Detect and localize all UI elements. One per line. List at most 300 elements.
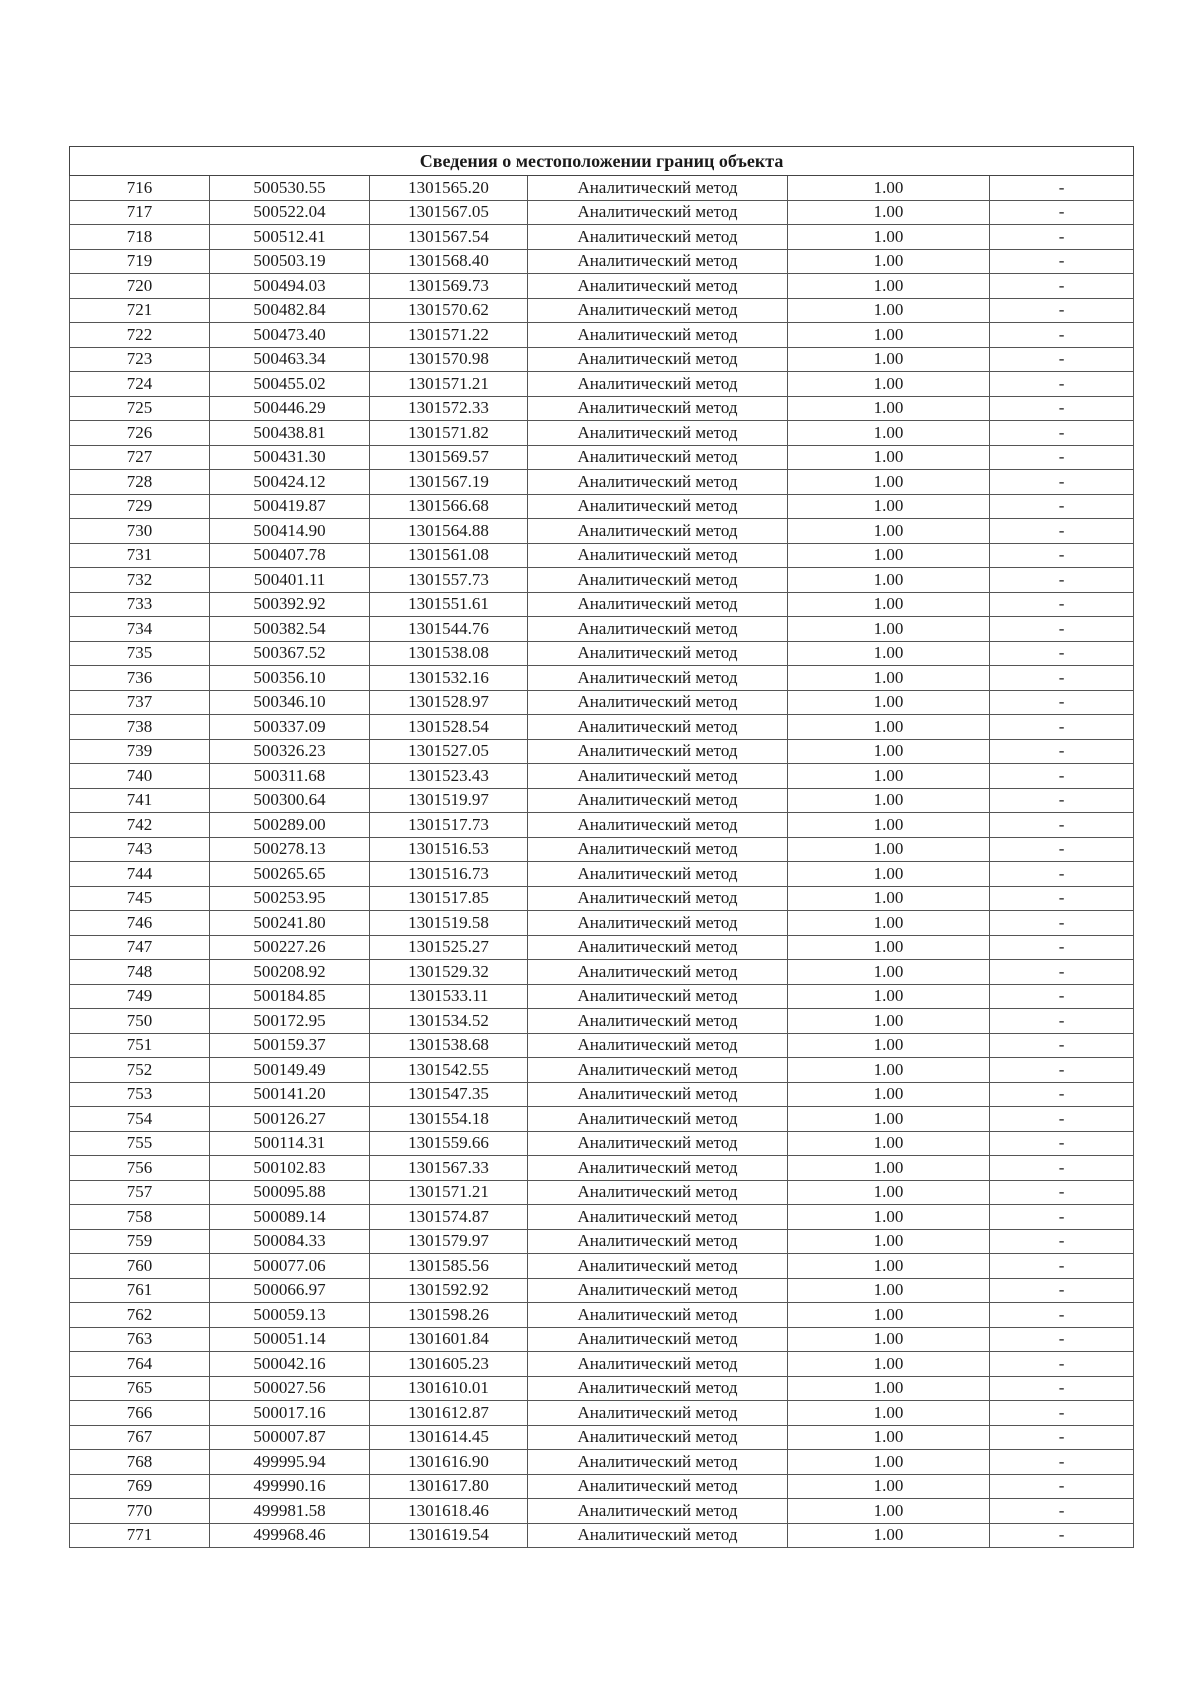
y-coordinate-cell: 1301557.73 — [370, 568, 528, 593]
method-cell: Аналитический метод — [528, 1107, 788, 1132]
x-coordinate-cell: 500300.64 — [210, 788, 370, 813]
method-cell: Аналитический метод — [528, 1254, 788, 1279]
description-cell: - — [990, 347, 1134, 372]
point-number-cell: 751 — [70, 1033, 210, 1058]
point-number-cell: 738 — [70, 715, 210, 740]
table-row — [70, 617, 1134, 642]
y-coordinate-cell: 1301538.08 — [370, 641, 528, 666]
table-row — [70, 1156, 1134, 1181]
description-cell: - — [990, 1180, 1134, 1205]
point-number-cell: 733 — [70, 592, 210, 617]
table-row — [70, 1352, 1134, 1377]
y-coordinate-cell: 1301574.87 — [370, 1205, 528, 1230]
y-coordinate-cell: 1301616.90 — [370, 1450, 528, 1475]
accuracy-cell: 1.00 — [788, 1474, 990, 1499]
x-coordinate-cell: 500208.92 — [210, 960, 370, 985]
x-coordinate-cell: 500392.92 — [210, 592, 370, 617]
accuracy-cell: 1.00 — [788, 886, 990, 911]
method-cell: Аналитический метод — [528, 935, 788, 960]
y-coordinate-cell: 1301592.92 — [370, 1278, 528, 1303]
accuracy-cell: 1.00 — [788, 445, 990, 470]
method-cell: Аналитический метод — [528, 862, 788, 887]
method-cell: Аналитический метод — [528, 886, 788, 911]
accuracy-cell: 1.00 — [788, 715, 990, 740]
x-coordinate-cell: 500089.14 — [210, 1205, 370, 1230]
accuracy-cell: 1.00 — [788, 788, 990, 813]
method-cell: Аналитический метод — [528, 1009, 788, 1034]
table-row — [70, 911, 1134, 936]
method-cell: Аналитический метод — [528, 1303, 788, 1328]
y-coordinate-cell: 1301533.11 — [370, 984, 528, 1009]
point-number-cell: 752 — [70, 1058, 210, 1083]
table-row — [70, 641, 1134, 666]
accuracy-cell: 1.00 — [788, 617, 990, 642]
accuracy-cell: 1.00 — [788, 176, 990, 201]
y-coordinate-cell: 1301617.80 — [370, 1474, 528, 1499]
x-coordinate-cell: 500027.56 — [210, 1376, 370, 1401]
description-cell: - — [990, 1156, 1134, 1181]
x-coordinate-cell: 500522.04 — [210, 200, 370, 225]
description-cell: - — [990, 1474, 1134, 1499]
table-row — [70, 1474, 1134, 1499]
method-cell: Аналитический метод — [528, 1180, 788, 1205]
point-number-cell: 734 — [70, 617, 210, 642]
x-coordinate-cell: 500159.37 — [210, 1033, 370, 1058]
table-title: Сведения о местоположении границ объекта — [70, 147, 1134, 176]
method-cell: Аналитический метод — [528, 421, 788, 446]
description-cell: - — [990, 1254, 1134, 1279]
accuracy-cell: 1.00 — [788, 935, 990, 960]
y-coordinate-cell: 1301534.52 — [370, 1009, 528, 1034]
x-coordinate-cell: 500367.52 — [210, 641, 370, 666]
point-number-cell: 750 — [70, 1009, 210, 1034]
table-row — [70, 470, 1134, 495]
x-coordinate-cell: 500114.31 — [210, 1131, 370, 1156]
accuracy-cell: 1.00 — [788, 1131, 990, 1156]
y-coordinate-cell: 1301601.84 — [370, 1327, 528, 1352]
y-coordinate-cell: 1301567.05 — [370, 200, 528, 225]
x-coordinate-cell: 500438.81 — [210, 421, 370, 446]
point-number-cell: 742 — [70, 813, 210, 838]
y-coordinate-cell: 1301554.18 — [370, 1107, 528, 1132]
x-coordinate-cell: 500084.33 — [210, 1229, 370, 1254]
point-number-cell: 725 — [70, 396, 210, 421]
method-cell: Аналитический метод — [528, 617, 788, 642]
x-coordinate-cell: 500241.80 — [210, 911, 370, 936]
y-coordinate-cell: 1301528.97 — [370, 690, 528, 715]
point-number-cell: 756 — [70, 1156, 210, 1181]
x-coordinate-cell: 500455.02 — [210, 372, 370, 397]
y-coordinate-cell: 1301547.35 — [370, 1082, 528, 1107]
table-row — [70, 396, 1134, 421]
table-row — [70, 274, 1134, 299]
accuracy-cell: 1.00 — [788, 690, 990, 715]
description-cell: - — [990, 862, 1134, 887]
point-number-cell: 723 — [70, 347, 210, 372]
method-cell: Аналитический метод — [528, 200, 788, 225]
accuracy-cell: 1.00 — [788, 372, 990, 397]
accuracy-cell: 1.00 — [788, 1254, 990, 1279]
y-coordinate-cell: 1301516.73 — [370, 862, 528, 887]
description-cell: - — [990, 470, 1134, 495]
description-cell: - — [990, 1033, 1134, 1058]
accuracy-cell: 1.00 — [788, 666, 990, 691]
description-cell: - — [990, 274, 1134, 299]
method-cell: Аналитический метод — [528, 1205, 788, 1230]
description-cell: - — [990, 813, 1134, 838]
x-coordinate-cell: 500007.87 — [210, 1425, 370, 1450]
method-cell: Аналитический метод — [528, 176, 788, 201]
accuracy-cell: 1.00 — [788, 1156, 990, 1181]
accuracy-cell: 1.00 — [788, 1499, 990, 1524]
table-row — [70, 494, 1134, 519]
point-number-cell: 745 — [70, 886, 210, 911]
table-row — [70, 960, 1134, 985]
y-coordinate-cell: 1301529.32 — [370, 960, 528, 985]
table-row — [70, 886, 1134, 911]
y-coordinate-cell: 1301598.26 — [370, 1303, 528, 1328]
accuracy-cell: 1.00 — [788, 911, 990, 936]
description-cell: - — [990, 543, 1134, 568]
table-row — [70, 788, 1134, 813]
x-coordinate-cell: 500326.23 — [210, 739, 370, 764]
accuracy-cell: 1.00 — [788, 813, 990, 838]
x-coordinate-cell: 500095.88 — [210, 1180, 370, 1205]
table-row — [70, 347, 1134, 372]
method-cell: Аналитический метод — [528, 347, 788, 372]
table-row — [70, 1401, 1134, 1426]
table-row — [70, 1303, 1134, 1328]
method-cell: Аналитический метод — [528, 1474, 788, 1499]
x-coordinate-cell: 500265.65 — [210, 862, 370, 887]
description-cell: - — [990, 1523, 1134, 1548]
method-cell: Аналитический метод — [528, 911, 788, 936]
point-number-cell: 740 — [70, 764, 210, 789]
method-cell: Аналитический метод — [528, 1278, 788, 1303]
table-row — [70, 813, 1134, 838]
point-number-cell: 737 — [70, 690, 210, 715]
description-cell: - — [990, 1352, 1134, 1377]
accuracy-cell: 1.00 — [788, 1278, 990, 1303]
x-coordinate-cell: 500512.41 — [210, 225, 370, 250]
accuracy-cell: 1.00 — [788, 568, 990, 593]
x-coordinate-cell: 500482.84 — [210, 298, 370, 323]
point-number-cell: 730 — [70, 519, 210, 544]
method-cell: Аналитический метод — [528, 1058, 788, 1083]
y-coordinate-cell: 1301605.23 — [370, 1352, 528, 1377]
description-cell: - — [990, 1499, 1134, 1524]
method-cell: Аналитический метод — [528, 1352, 788, 1377]
point-number-cell: 720 — [70, 274, 210, 299]
y-coordinate-cell: 1301564.88 — [370, 519, 528, 544]
point-number-cell: 736 — [70, 666, 210, 691]
x-coordinate-cell: 499995.94 — [210, 1450, 370, 1475]
method-cell: Аналитический метод — [528, 690, 788, 715]
x-coordinate-cell: 500017.16 — [210, 1401, 370, 1426]
description-cell: - — [990, 935, 1134, 960]
method-cell: Аналитический метод — [528, 470, 788, 495]
x-coordinate-cell: 499990.16 — [210, 1474, 370, 1499]
description-cell: - — [990, 1229, 1134, 1254]
table-row — [70, 298, 1134, 323]
point-number-cell: 769 — [70, 1474, 210, 1499]
y-coordinate-cell: 1301559.66 — [370, 1131, 528, 1156]
y-coordinate-cell: 1301561.08 — [370, 543, 528, 568]
y-coordinate-cell: 1301568.40 — [370, 249, 528, 274]
method-cell: Аналитический метод — [528, 666, 788, 691]
x-coordinate-cell: 500172.95 — [210, 1009, 370, 1034]
x-coordinate-cell: 500346.10 — [210, 690, 370, 715]
description-cell: - — [990, 592, 1134, 617]
table-row — [70, 1131, 1134, 1156]
accuracy-cell: 1.00 — [788, 739, 990, 764]
table-row — [70, 176, 1134, 201]
y-coordinate-cell: 1301544.76 — [370, 617, 528, 642]
y-coordinate-cell: 1301571.22 — [370, 323, 528, 348]
description-cell: - — [990, 323, 1134, 348]
x-coordinate-cell: 500042.16 — [210, 1352, 370, 1377]
table-row — [70, 715, 1134, 740]
method-cell: Аналитический метод — [528, 592, 788, 617]
y-coordinate-cell: 1301516.53 — [370, 837, 528, 862]
description-cell: - — [990, 984, 1134, 1009]
accuracy-cell: 1.00 — [788, 1107, 990, 1132]
description-cell: - — [990, 519, 1134, 544]
description-cell: - — [990, 1009, 1134, 1034]
accuracy-cell: 1.00 — [788, 837, 990, 862]
x-coordinate-cell: 500311.68 — [210, 764, 370, 789]
y-coordinate-cell: 1301519.58 — [370, 911, 528, 936]
description-cell: - — [990, 911, 1134, 936]
point-number-cell: 739 — [70, 739, 210, 764]
accuracy-cell: 1.00 — [788, 543, 990, 568]
accuracy-cell: 1.00 — [788, 1180, 990, 1205]
table-row — [70, 1425, 1134, 1450]
y-coordinate-cell: 1301566.68 — [370, 494, 528, 519]
table-row — [70, 1058, 1134, 1083]
x-coordinate-cell: 500059.13 — [210, 1303, 370, 1328]
x-coordinate-cell: 500227.26 — [210, 935, 370, 960]
x-coordinate-cell: 500431.30 — [210, 445, 370, 470]
table-row — [70, 690, 1134, 715]
accuracy-cell: 1.00 — [788, 592, 990, 617]
point-number-cell: 754 — [70, 1107, 210, 1132]
table-row — [70, 1082, 1134, 1107]
method-cell: Аналитический метод — [528, 568, 788, 593]
method-cell: Аналитический метод — [528, 1401, 788, 1426]
point-number-cell: 726 — [70, 421, 210, 446]
accuracy-cell: 1.00 — [788, 1401, 990, 1426]
method-cell: Аналитический метод — [528, 764, 788, 789]
method-cell: Аналитический метод — [528, 1523, 788, 1548]
description-cell: - — [990, 837, 1134, 862]
y-coordinate-cell: 1301572.33 — [370, 396, 528, 421]
accuracy-cell: 1.00 — [788, 1376, 990, 1401]
point-number-cell: 762 — [70, 1303, 210, 1328]
description-cell: - — [990, 249, 1134, 274]
y-coordinate-cell: 1301565.20 — [370, 176, 528, 201]
method-cell: Аналитический метод — [528, 1499, 788, 1524]
point-number-cell: 767 — [70, 1425, 210, 1450]
x-coordinate-cell: 500382.54 — [210, 617, 370, 642]
method-cell: Аналитический метод — [528, 519, 788, 544]
description-cell: - — [990, 1131, 1134, 1156]
x-coordinate-cell: 500414.90 — [210, 519, 370, 544]
x-coordinate-cell: 500337.09 — [210, 715, 370, 740]
point-number-cell: 763 — [70, 1327, 210, 1352]
point-number-cell: 764 — [70, 1352, 210, 1377]
table-row — [70, 543, 1134, 568]
y-coordinate-cell: 1301538.68 — [370, 1033, 528, 1058]
accuracy-cell: 1.00 — [788, 960, 990, 985]
method-cell: Аналитический метод — [528, 1229, 788, 1254]
method-cell: Аналитический метод — [528, 984, 788, 1009]
y-coordinate-cell: 1301567.33 — [370, 1156, 528, 1181]
table-row — [70, 837, 1134, 862]
y-coordinate-cell: 1301579.97 — [370, 1229, 528, 1254]
description-cell: - — [990, 739, 1134, 764]
x-coordinate-cell: 500184.85 — [210, 984, 370, 1009]
method-cell: Аналитический метод — [528, 372, 788, 397]
method-cell: Аналитический метод — [528, 1376, 788, 1401]
table-row — [70, 1009, 1134, 1034]
accuracy-cell: 1.00 — [788, 323, 990, 348]
y-coordinate-cell: 1301610.01 — [370, 1376, 528, 1401]
point-number-cell: 770 — [70, 1499, 210, 1524]
table-row — [70, 666, 1134, 691]
accuracy-cell: 1.00 — [788, 1327, 990, 1352]
table-row — [70, 1180, 1134, 1205]
description-cell: - — [990, 1107, 1134, 1132]
accuracy-cell: 1.00 — [788, 249, 990, 274]
point-number-cell: 717 — [70, 200, 210, 225]
accuracy-cell: 1.00 — [788, 519, 990, 544]
table-row — [70, 935, 1134, 960]
point-number-cell: 741 — [70, 788, 210, 813]
description-cell: - — [990, 690, 1134, 715]
x-coordinate-cell: 500102.83 — [210, 1156, 370, 1181]
table-row — [70, 984, 1134, 1009]
table-row — [70, 323, 1134, 348]
point-number-cell: 728 — [70, 470, 210, 495]
y-coordinate-cell: 1301567.54 — [370, 225, 528, 250]
y-coordinate-cell: 1301571.21 — [370, 372, 528, 397]
table-row — [70, 249, 1134, 274]
table-row — [70, 1499, 1134, 1524]
point-number-cell: 743 — [70, 837, 210, 862]
x-coordinate-cell: 500530.55 — [210, 176, 370, 201]
boundary-coordinates-table — [69, 146, 1134, 1548]
table-row — [70, 739, 1134, 764]
accuracy-cell: 1.00 — [788, 298, 990, 323]
accuracy-cell: 1.00 — [788, 862, 990, 887]
y-coordinate-cell: 1301551.61 — [370, 592, 528, 617]
accuracy-cell: 1.00 — [788, 1523, 990, 1548]
x-coordinate-cell: 500278.13 — [210, 837, 370, 862]
description-cell: - — [990, 421, 1134, 446]
y-coordinate-cell: 1301528.54 — [370, 715, 528, 740]
method-cell: Аналитический метод — [528, 396, 788, 421]
x-coordinate-cell: 500424.12 — [210, 470, 370, 495]
point-number-cell: 768 — [70, 1450, 210, 1475]
description-cell: - — [990, 715, 1134, 740]
table-row — [70, 1205, 1134, 1230]
x-coordinate-cell: 500051.14 — [210, 1327, 370, 1352]
point-number-cell: 732 — [70, 568, 210, 593]
x-coordinate-cell: 499968.46 — [210, 1523, 370, 1548]
point-number-cell: 759 — [70, 1229, 210, 1254]
method-cell: Аналитический метод — [528, 1082, 788, 1107]
method-cell: Аналитический метод — [528, 494, 788, 519]
description-cell: - — [990, 886, 1134, 911]
accuracy-cell: 1.00 — [788, 764, 990, 789]
description-cell: - — [990, 1425, 1134, 1450]
description-cell: - — [990, 1278, 1134, 1303]
point-number-cell: 729 — [70, 494, 210, 519]
point-number-cell: 731 — [70, 543, 210, 568]
method-cell: Аналитический метод — [528, 960, 788, 985]
method-cell: Аналитический метод — [528, 543, 788, 568]
description-cell: - — [990, 788, 1134, 813]
description-cell: - — [990, 666, 1134, 691]
description-cell: - — [990, 568, 1134, 593]
table-row — [70, 1278, 1134, 1303]
description-cell: - — [990, 494, 1134, 519]
y-coordinate-cell: 1301585.56 — [370, 1254, 528, 1279]
y-coordinate-cell: 1301619.54 — [370, 1523, 528, 1548]
accuracy-cell: 1.00 — [788, 1058, 990, 1083]
y-coordinate-cell: 1301612.87 — [370, 1401, 528, 1426]
x-coordinate-cell: 500463.34 — [210, 347, 370, 372]
method-cell: Аналитический метод — [528, 274, 788, 299]
point-number-cell: 758 — [70, 1205, 210, 1230]
x-coordinate-cell: 499981.58 — [210, 1499, 370, 1524]
point-number-cell: 735 — [70, 641, 210, 666]
y-coordinate-cell: 1301523.43 — [370, 764, 528, 789]
x-coordinate-cell: 500149.49 — [210, 1058, 370, 1083]
point-number-cell: 771 — [70, 1523, 210, 1548]
accuracy-cell: 1.00 — [788, 1082, 990, 1107]
description-cell: - — [990, 445, 1134, 470]
point-number-cell: 757 — [70, 1180, 210, 1205]
point-number-cell: 744 — [70, 862, 210, 887]
x-coordinate-cell: 500419.87 — [210, 494, 370, 519]
table-row — [70, 1254, 1134, 1279]
method-cell: Аналитический метод — [528, 739, 788, 764]
accuracy-cell: 1.00 — [788, 1229, 990, 1254]
point-number-cell: 719 — [70, 249, 210, 274]
y-coordinate-cell: 1301571.82 — [370, 421, 528, 446]
accuracy-cell: 1.00 — [788, 1450, 990, 1475]
table-row — [70, 1033, 1134, 1058]
point-number-cell: 761 — [70, 1278, 210, 1303]
point-number-cell: 748 — [70, 960, 210, 985]
point-number-cell: 766 — [70, 1401, 210, 1426]
table-row — [70, 421, 1134, 446]
method-cell: Аналитический метод — [528, 1327, 788, 1352]
x-coordinate-cell: 500494.03 — [210, 274, 370, 299]
accuracy-cell: 1.00 — [788, 1033, 990, 1058]
y-coordinate-cell: 1301517.85 — [370, 886, 528, 911]
x-coordinate-cell: 500253.95 — [210, 886, 370, 911]
accuracy-cell: 1.00 — [788, 470, 990, 495]
description-cell: - — [990, 396, 1134, 421]
table-row — [70, 1376, 1134, 1401]
table-row — [70, 200, 1134, 225]
method-cell: Аналитический метод — [528, 298, 788, 323]
description-cell: - — [990, 1082, 1134, 1107]
point-number-cell: 727 — [70, 445, 210, 470]
